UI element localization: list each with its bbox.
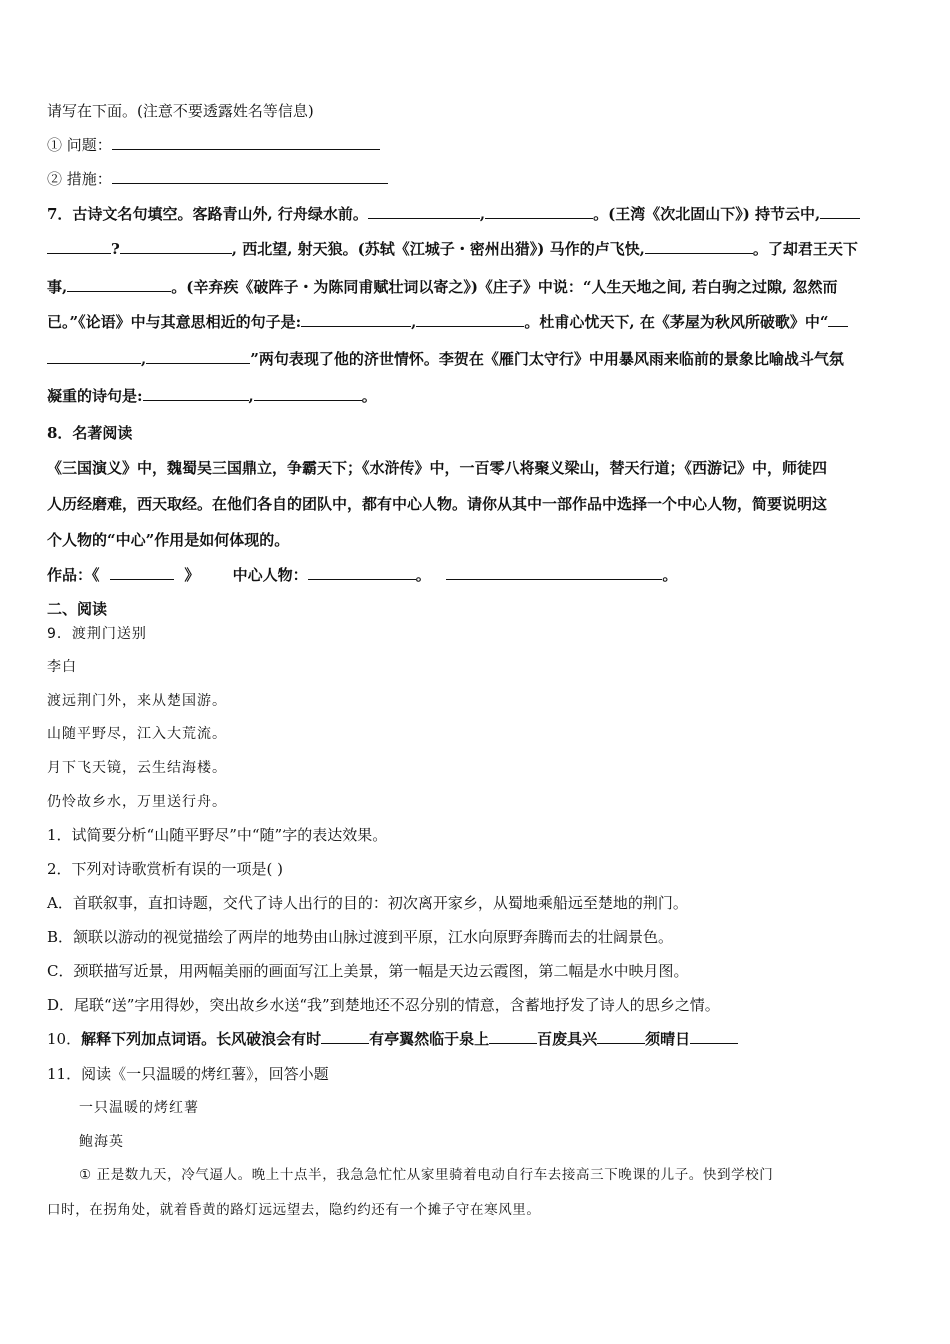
answer-blank[interactable]: [321, 1029, 369, 1044]
answer-blank[interactable]: [489, 1029, 537, 1044]
q7-text: 。(辛弃疾《破阵子・为陈同甫赋壮词以寄之》)《庄子》中说：“人生天地之间, 若白驹之过隙, 忽然而: [171, 278, 838, 296]
answer-blank[interactable]: [67, 277, 171, 292]
q8-text: 。: [415, 566, 431, 584]
answer-blank[interactable]: [112, 135, 380, 150]
q10-number: 10．: [47, 1030, 82, 1048]
q7-text: ?: [111, 240, 120, 258]
center-label: 中心人物：: [232, 566, 308, 584]
poem-line: 渡远荆门外，来从楚国游。: [47, 693, 227, 709]
question-label: ① 问题：: [47, 136, 112, 154]
q7-text: 事,: [47, 278, 68, 296]
answer-blank[interactable]: [416, 312, 524, 327]
answer-blank[interactable]: [820, 204, 860, 219]
q7-text: 。杜甫心忧天下, 在《茅屋为秋风所破歌》中“: [524, 313, 829, 331]
q8-title: 8．名著阅读: [47, 424, 133, 442]
q7-text: 已。”《论语》中与其意思相近的句子是:: [47, 313, 302, 331]
q7-text: 凝重的诗句是:: [47, 387, 143, 405]
poem-line: 仍怜故乡水，万里送行舟。: [47, 794, 227, 810]
answer-blank[interactable]: [645, 239, 753, 254]
option-b: B．颔联以游动的视觉描绘了两岸的地势由山脉过渡到平原，江水向原野奔腾而去的壮阔景色。: [47, 928, 674, 946]
answer-blank[interactable]: [143, 386, 249, 401]
answer-blank[interactable]: [301, 312, 411, 327]
q7-text: ,: [141, 350, 147, 368]
intro-line: 请写在下面。(注意不要透露姓名等信息): [47, 102, 314, 120]
q8-answer-line: [47, 565, 677, 585]
q9-title: 9．渡荆门送别: [47, 626, 147, 642]
q8-paragraph: 人历经磨难，西天取经。在他们各自的团队中，都有中心人物。请你从其中一部作品中选择一个中心人物，简要说明这: [47, 495, 828, 513]
explain-blank[interactable]: [446, 565, 662, 580]
answer-blank[interactable]: [690, 1029, 738, 1044]
answer-blank[interactable]: [146, 349, 250, 364]
q10-text: 百废具兴: [537, 1030, 598, 1048]
section-title: 二、阅读: [47, 600, 108, 618]
answer-blank[interactable]: [485, 204, 593, 219]
work-label: 作品：《: [47, 566, 100, 584]
q10-text: 有亭翼然临于泉上: [369, 1030, 490, 1048]
q7-text: ,: [248, 387, 254, 405]
subquestion: 1．试简要分析“山随平野尽”中“随”字的表达效果。: [47, 826, 388, 844]
question-11: 11．阅读《一只温暖的烤红薯》，回答小题: [47, 1065, 329, 1083]
q10-text: 须晴日: [645, 1030, 691, 1048]
answer-blank[interactable]: [597, 1029, 645, 1044]
answer-blank[interactable]: [47, 349, 141, 364]
answer-blank[interactable]: [112, 169, 388, 184]
option-d: D．尾联“送”字用得妙，突出故乡水送“我”到楚地还不忍分别的情意，含蓄地抒发了诗人的思乡之情。: [47, 996, 720, 1014]
q7-text: 7．古诗文名句填空。客路青山外, 行舟绿水前。: [47, 205, 368, 223]
q7-text: ,: [411, 313, 417, 331]
poem-author: 李白: [47, 659, 77, 675]
q7-text: 。了却君王天下: [752, 240, 858, 258]
q7-text: ”两句表现了他的济世情怀。李贺在《雁门太守行》中用暴风雨来临前的景象比喻战斗气氛: [250, 350, 844, 368]
answer-blank[interactable]: [47, 239, 111, 254]
answer-blank[interactable]: [368, 204, 480, 219]
q10-text: 解释下列加点词语。长风破浪会有时: [81, 1030, 322, 1048]
essay-title: 一只温暖的烤红薯: [79, 1100, 199, 1116]
center-blank[interactable]: [308, 565, 416, 580]
question-10: [47, 1029, 738, 1049]
answer-blank[interactable]: [254, 386, 362, 401]
essay-paragraph: 口时，在拐角处，就着昏黄的路灯远远望去，隐约约还有一个摊子守在寒风里。: [47, 1202, 541, 1218]
q7-text: 。(王湾《次北固山下》) 持节云中,: [593, 205, 821, 223]
answer-blank[interactable]: [120, 239, 232, 254]
q8-paragraph: 个人物的“中心”作用是如何体现的。: [47, 531, 290, 549]
q7-text: 。: [361, 387, 377, 405]
poem-line: 月下飞天镜，云生结海楼。: [47, 760, 227, 776]
q8-text: 。: [662, 566, 678, 584]
measure-line: [47, 169, 388, 189]
measure-label: ② 措施：: [47, 170, 112, 188]
option-a: A．首联叙事，直扣诗题，交代了诗人出行的目的：初次离开家乡，从蜀地乘船远至楚地的荆门。: [47, 894, 688, 912]
option-c: C．颈联描写近景，用两幅美丽的画面写江上美景，第一幅是天边云霞图，第二幅是水中映月图。: [47, 962, 689, 980]
essay-paragraph: ① 正是数九天，冷气逼人。晚上十点半，我急急忙忙从家里骑着电动自行车去接高三下晚课的儿子。快到学校门: [79, 1167, 774, 1183]
q8-paragraph: 《三国演义》中，魏蜀吴三国鼎立，争霸天下；《水浒传》中，一百零八将聚义梁山，替天行道；《西游记》中，师徒四: [47, 459, 828, 477]
answer-blank[interactable]: [828, 312, 848, 327]
poem-line: 山随平野尽，江入大荒流。: [47, 726, 227, 742]
q7-text: , 西北望, 射天狼。(苏轼《江城子・密州出猎》) 马作的卢飞快,: [231, 240, 645, 258]
subquestion: 2．下列对诗歌赏析有误的一项是( ): [47, 860, 284, 878]
q7-text: ,: [479, 205, 486, 223]
question-line: [47, 135, 380, 155]
work-close: 》: [184, 566, 200, 584]
essay-author: 鲍海英: [79, 1134, 124, 1150]
work-blank[interactable]: [110, 565, 174, 580]
